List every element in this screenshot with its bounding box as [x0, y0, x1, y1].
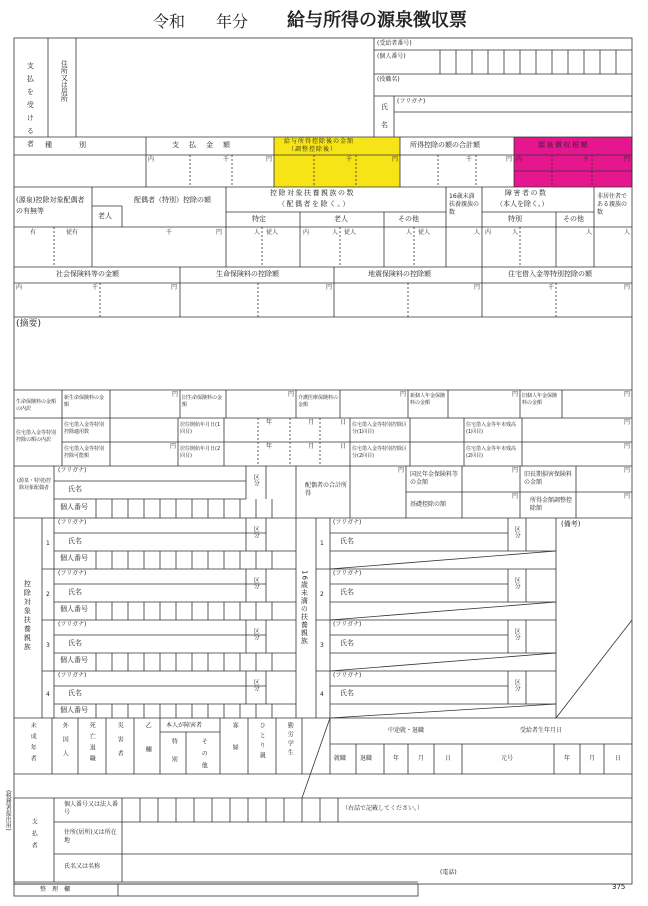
old-long-term-yen: 円: [624, 467, 631, 474]
nonresident-person: 人: [624, 229, 631, 236]
new-pension-yen: 円: [512, 391, 519, 398]
title-year: 年分: [216, 12, 249, 31]
furigana-label: (フリガナ): [397, 98, 426, 105]
nonresident-header: 非居住者である親族の数: [597, 193, 628, 216]
payer-number-note: （右詰で記載してください。）: [342, 805, 424, 812]
dep2-furigana: (フリガナ): [58, 570, 87, 577]
dep4-name-label: 氏名: [68, 689, 82, 697]
payee-label: 支払を受ける者: [26, 62, 35, 153]
u16-3-name-label: 氏名: [340, 639, 354, 647]
type1-label: 住宅借入金等特別控除区分(1回目): [352, 422, 408, 435]
payer-tel-label: (電話): [440, 869, 457, 876]
self-disabled-label: 本人が障害者: [166, 722, 203, 729]
mid-year-label: 年: [393, 755, 400, 762]
start2-label: 居住開始年月日(2回目): [180, 446, 221, 459]
spouse-class-label: 区分: [252, 474, 260, 486]
housing-yen: 円: [624, 284, 631, 291]
after-thousand: 千: [346, 156, 353, 163]
old-life-label: 旧生命保険料の金額: [182, 395, 223, 408]
spouse-income-yen: 円: [398, 467, 405, 474]
form-code: 375: [612, 883, 626, 891]
basic-deduction-yen: 円: [512, 493, 519, 500]
position-label: (役職名): [377, 76, 400, 83]
under16-header: 16歳未満扶養親族の数: [449, 193, 480, 216]
other-label: その他: [398, 215, 419, 223]
adjust-deduction-label: 所得金額調整控除額: [530, 497, 573, 513]
new-pension-label: 新個人年金保険料の金額: [410, 393, 446, 406]
after-yen: 円: [392, 156, 399, 163]
adjust-deduction-yen: 円: [624, 493, 631, 500]
address-label: 住所又は居所: [60, 60, 69, 102]
dep3-name-label: 氏名: [68, 639, 82, 647]
start1-label: 居住開始年月日(1回目): [180, 422, 221, 435]
start2-day: 日: [340, 443, 347, 450]
other-person: 人: [406, 229, 413, 236]
total-thousand: 千: [466, 156, 473, 163]
birth-day-label: 日: [615, 755, 622, 762]
paid-inner: 内: [148, 156, 155, 163]
dep1-number: 1: [46, 540, 50, 547]
total-yen: 円: [506, 156, 513, 163]
balance2-yen: 円: [624, 443, 631, 450]
u16-2-number: 2: [320, 591, 324, 598]
title-era: 令和: [153, 12, 186, 31]
under16-block-label: 16歳未満の扶養親族: [300, 570, 309, 645]
birth-month-label: 月: [589, 755, 596, 762]
social-inner: 内: [16, 284, 23, 291]
payer-address-label: 住所(居所)又は所在地: [64, 829, 117, 844]
spouse-name-label: 氏名: [68, 485, 82, 493]
status-special-label: 特別: [170, 738, 178, 774]
payer-label: 支払者: [30, 818, 38, 854]
personal-number-label: (個人番号): [377, 53, 406, 60]
old-living: 従人: [344, 229, 357, 236]
dep2-number: 2: [46, 591, 50, 598]
dep4-personal-no-label: 個人番号: [60, 706, 88, 714]
spouse-yen: 円: [216, 229, 223, 236]
spouse-furigana: (フリガナ): [58, 467, 87, 474]
birth-year-label: 年: [564, 755, 571, 762]
care-label: 介護医療保険料の金額: [298, 395, 339, 408]
withholding-header: 源泉徴収税額: [538, 141, 589, 149]
u16-3-number: 3: [320, 642, 324, 649]
u16-4-class-label: 区分: [513, 679, 521, 691]
basic-deduction-label: 基礎控除の額: [410, 501, 447, 508]
u16-1-number: 1: [320, 540, 324, 547]
name-label-2: 名: [381, 121, 388, 129]
start2-month: 月: [308, 443, 315, 450]
name-label-1: 氏: [381, 103, 388, 111]
dep1-personal-no-label: 個人番号: [60, 554, 88, 562]
dependents-header: 控除対象扶養親族の数: [270, 189, 355, 197]
u16-4-name-label: 氏名: [340, 689, 354, 697]
u16-4-number: 4: [320, 691, 324, 698]
care-yen: 円: [400, 391, 407, 398]
housing-loan-header: 住宅借入金等特別控除の額: [508, 270, 592, 278]
disaster-label: 災害者: [116, 722, 124, 764]
old-long-term-label: 旧長期損害保険料の金額: [524, 471, 573, 487]
old-person: 人: [332, 229, 339, 236]
disabled-other-label: その他: [563, 215, 584, 223]
new-life-yen: 円: [172, 391, 179, 398]
start2-year: 年: [266, 443, 273, 450]
start1-year: 年: [266, 419, 273, 426]
dep4-class-label: 区分: [252, 679, 260, 691]
housing-possible-label: 住宅借入金等特別控除可能額: [64, 446, 105, 459]
dep4-number: 4: [46, 691, 50, 698]
type2-label: 住宅借入金等特別控除区分(2回目): [352, 446, 408, 459]
specific-living: 従人: [266, 229, 279, 236]
remarks-label: (備考): [561, 520, 581, 528]
old-life-yen: 円: [288, 391, 295, 398]
foreign-label: 外国人: [61, 722, 69, 764]
earthquake-insurance-header: 地震保険料の控除額: [368, 270, 431, 278]
possible-yen: 円: [170, 443, 177, 450]
death-retire-label: 死亡退職: [88, 722, 96, 766]
dep2-personal-no-label: 個人番号: [60, 605, 88, 613]
housing-count-label: 住宅借入金等特別控除適用数: [64, 422, 105, 435]
paid-yen: 円: [266, 156, 273, 163]
specific-label: 特定: [252, 215, 266, 223]
midterm-label: 中途就・退職: [388, 727, 425, 734]
b-column-label: 乙欄: [144, 722, 152, 770]
start1-day: 日: [340, 419, 347, 426]
specific-person: 人: [254, 229, 261, 236]
spouse-income-label: 配偶者の合計所得: [305, 482, 348, 498]
dependents-block-label: 控除対象扶養親族: [23, 580, 32, 652]
status-other-label: その他: [200, 738, 208, 774]
withholding-inner: 内: [516, 156, 523, 163]
old-pension-label: 旧個人年金保険料の金額: [522, 393, 558, 406]
national-pension-yen: 円: [512, 467, 519, 474]
start1-month: 月: [308, 419, 315, 426]
under16-person: 人: [474, 229, 481, 236]
minor-label: 未成年者: [29, 722, 37, 766]
social-insurance-header: 社会保険料等の金額: [56, 270, 119, 278]
other-living: 従人: [418, 229, 431, 236]
withholding-yen: 円: [624, 156, 631, 163]
spouse-personal-no-label: 個人番号: [60, 503, 88, 511]
balance1-label: 住宅借入金等年末残高(1回目): [466, 422, 517, 435]
dep4-furigana: (フリガナ): [58, 672, 87, 679]
old-label: 老人: [334, 215, 348, 223]
life-yen: 円: [326, 284, 333, 291]
social-yen: 円: [171, 284, 178, 291]
disabled-subheader: （本人を除く。）: [496, 200, 549, 208]
summary-field[interactable]: [14, 333, 632, 389]
page-title: 給与所得の源泉徴収票: [287, 10, 467, 31]
after-deduction-header: 給与所得控除後の金額: [284, 138, 355, 145]
housing-thousand: 千: [548, 284, 555, 291]
special-inner: 内: [485, 229, 492, 236]
balance2-label: 住宅借入金等年末残高(2回目): [466, 446, 517, 459]
u16-3-class-label: 区分: [513, 628, 521, 640]
social-thousand: 千: [92, 284, 99, 291]
u16-1-name-label: 氏名: [340, 537, 354, 545]
mid-month-label: 月: [418, 755, 425, 762]
balance1-yen: 円: [624, 419, 631, 426]
life-breakdown-label: 生命保険料の金額の内訳: [16, 399, 57, 412]
old-inner: 内: [303, 229, 310, 236]
u16-4-furigana: (フリガナ): [333, 672, 362, 679]
tax-office-label: (税務署提出用): [4, 790, 12, 831]
hire-label: 就職: [334, 755, 347, 762]
birthdate-label: 受給者生年月日: [520, 727, 563, 734]
u16-1-furigana: (フリガナ): [333, 519, 362, 526]
elderly-label: 老人: [98, 212, 112, 220]
u16-2-furigana: (フリガナ): [333, 570, 362, 577]
life-insurance-header: 生命保険料の控除額: [216, 270, 279, 278]
withholding-thousand: 千: [583, 156, 590, 163]
old-pension-yen: 円: [624, 391, 631, 398]
dep1-furigana: (フリガナ): [58, 519, 87, 526]
dep1-class-label: 区分: [252, 526, 260, 538]
single-parent-label: ひとり親: [258, 722, 266, 762]
dep3-furigana: (フリガナ): [58, 621, 87, 628]
student-label: 勤労学生: [286, 722, 294, 758]
deduction-total-header: 所得控除の額の合計額: [410, 141, 480, 149]
payer-name-label: 氏名又は名称: [64, 863, 101, 870]
spouse-block-label: (源泉・特別)控除対象配偶者: [17, 478, 51, 491]
recipient-number-label: (受給者番号): [377, 40, 412, 47]
era-label: 元号: [501, 755, 514, 762]
type-header: 種 別: [45, 141, 88, 149]
special-label: 特別: [508, 215, 522, 223]
u16-2-name-label: 氏名: [340, 588, 354, 596]
dep3-class-label: 区分: [252, 628, 260, 640]
new-life-label: 新生命保険料の金額: [64, 395, 105, 408]
disabled-header: 障害者の数: [505, 189, 548, 197]
disabled-other-person: 人: [586, 229, 593, 236]
paid-thousand: 千: [223, 156, 230, 163]
dependents-subheader: （配偶者を除く。）: [278, 200, 351, 208]
payer-number-label: 個人番号又は法人番号: [64, 801, 119, 816]
after-deduction-subheader: （調整控除後）: [288, 146, 338, 153]
yes-label: 有: [30, 229, 37, 236]
dep2-class-label: 区分: [252, 577, 260, 589]
housing-breakdown-label: 住宅借入金等特別控除の額の内訳: [16, 430, 57, 443]
spouse-special-header: 配偶者（特別）控除の額: [134, 196, 211, 204]
mid-day-label: 日: [445, 755, 452, 762]
summary-label: (摘要): [16, 319, 42, 329]
widow-label: 寡婦: [231, 722, 239, 766]
management-label: 整 理 欄: [40, 886, 71, 893]
dep2-name-label: 氏名: [68, 588, 82, 596]
earthquake-yen: 円: [474, 284, 481, 291]
dep1-name-label: 氏名: [68, 537, 82, 545]
national-pension-label: 国民年金保険料等の金額: [410, 471, 459, 487]
retire-label: 退職: [360, 755, 373, 762]
spouse-living-label: 従有: [66, 229, 79, 236]
u16-1-class-label: 区分: [513, 526, 521, 538]
spouse-header: (源泉)控除対象配偶者の有無等: [16, 196, 85, 215]
dep3-personal-no-label: 個人番号: [60, 656, 88, 664]
spouse-thousand: 千: [166, 229, 173, 236]
special-person: 人: [512, 229, 519, 236]
u16-3-furigana: (フリガナ): [333, 621, 362, 628]
u16-2-class-label: 区分: [513, 577, 521, 589]
paid-amount-header: 支 払 金 額: [172, 141, 232, 149]
dep3-number: 3: [46, 642, 50, 649]
